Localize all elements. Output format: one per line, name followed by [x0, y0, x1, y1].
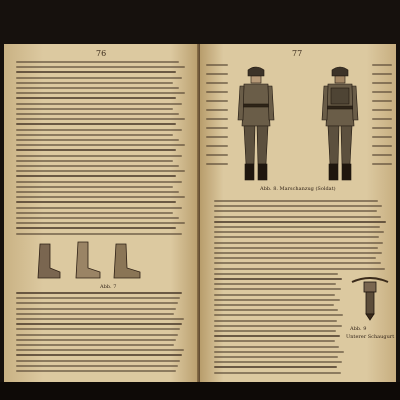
text-line	[214, 283, 336, 285]
boot-middle-icon	[76, 242, 100, 278]
text-line	[372, 145, 392, 147]
bayonet-figure-caption: Abb. 9	[350, 326, 367, 332]
text-line	[214, 278, 342, 280]
text-line	[206, 136, 228, 138]
bayonet-icon	[352, 278, 388, 320]
table-edge	[0, 382, 400, 400]
boot-left-icon	[38, 244, 60, 278]
text-line	[16, 113, 179, 115]
text-line	[16, 292, 182, 294]
text-line	[16, 308, 176, 310]
text-line	[16, 207, 182, 209]
bayonet-figure-subcaption: Unterer Schaugurt	[346, 334, 395, 340]
text-line	[16, 318, 184, 320]
text-line	[16, 222, 185, 224]
text-line	[214, 200, 378, 202]
text-line	[16, 339, 176, 341]
text-line	[372, 109, 392, 111]
text-line	[214, 325, 342, 327]
text-line	[206, 163, 228, 165]
text-line	[16, 212, 173, 214]
text-line	[214, 335, 340, 337]
text-line	[16, 82, 173, 84]
text-line	[214, 288, 341, 290]
text-line	[16, 149, 176, 151]
uniform-figure-caption: Abb. 8. Marschanzug (Soldat)	[260, 186, 336, 192]
text-line	[16, 186, 173, 188]
text-line	[372, 73, 392, 75]
text-line	[214, 252, 382, 254]
boots-figure-caption: Abb. 7	[100, 284, 117, 290]
text-line	[16, 87, 179, 89]
text-line	[16, 103, 182, 105]
text-line	[16, 313, 174, 315]
text-line	[372, 127, 392, 129]
text-line	[16, 155, 182, 157]
text-line	[214, 242, 383, 244]
text-line	[214, 294, 335, 296]
text-line	[16, 71, 176, 73]
text-line	[214, 226, 380, 228]
text-line	[16, 196, 185, 198]
text-line	[214, 299, 340, 301]
text-line	[16, 344, 174, 346]
text-line	[16, 66, 185, 68]
soldier-back-icon	[322, 67, 358, 180]
text-line	[372, 64, 392, 66]
text-line	[214, 366, 337, 368]
text-line	[16, 233, 182, 235]
text-line	[16, 175, 176, 177]
text-line	[214, 268, 385, 270]
text-line	[16, 334, 178, 336]
text-line	[214, 205, 382, 207]
text-line	[214, 247, 378, 249]
text-line	[214, 361, 342, 363]
text-line	[372, 136, 392, 138]
text-line	[214, 210, 377, 212]
text-line	[16, 165, 179, 167]
text-line	[16, 365, 178, 367]
text-line	[16, 97, 176, 99]
text-line	[214, 216, 381, 218]
text-line	[206, 145, 228, 147]
soldier-uniform-illustration	[234, 64, 374, 192]
text-line	[372, 82, 392, 84]
text-line	[16, 134, 173, 136]
text-line	[206, 100, 228, 102]
text-line	[214, 231, 384, 233]
bayonet-frog-illustration	[350, 276, 390, 322]
boot-illustrations	[30, 238, 146, 282]
text-line	[16, 92, 185, 94]
text-line	[206, 73, 228, 75]
text-line	[214, 221, 386, 223]
text-line	[16, 297, 180, 299]
open-book	[4, 44, 396, 382]
text-line	[16, 139, 179, 141]
text-line	[16, 181, 182, 183]
text-line	[16, 144, 185, 146]
text-line	[206, 64, 228, 66]
text-line	[16, 323, 182, 325]
text-line	[214, 273, 338, 275]
right-page	[200, 44, 396, 382]
text-line	[214, 236, 379, 238]
text-line	[16, 108, 173, 110]
text-line	[372, 118, 392, 120]
text-line	[214, 320, 337, 322]
text-line	[16, 170, 185, 172]
text-line	[206, 118, 228, 120]
text-line	[16, 360, 180, 362]
text-line	[206, 154, 228, 156]
text-line	[206, 82, 228, 84]
text-line	[214, 314, 343, 316]
text-line	[16, 227, 176, 229]
text-line	[214, 346, 339, 348]
text-line	[214, 351, 344, 353]
text-line	[214, 257, 376, 259]
text-line	[214, 330, 336, 332]
soldier-front-icon	[238, 67, 274, 180]
text-line	[206, 127, 228, 129]
text-line	[372, 100, 392, 102]
text-line	[372, 91, 392, 93]
left-page	[4, 44, 200, 382]
text-line	[16, 118, 185, 120]
text-line	[16, 370, 176, 372]
text-line	[372, 163, 392, 165]
text-line	[16, 349, 184, 351]
text-line	[16, 160, 173, 162]
text-line	[16, 328, 180, 330]
text-line	[214, 304, 334, 306]
text-line	[16, 61, 179, 63]
text-line	[16, 123, 176, 125]
boot-right-icon	[114, 244, 140, 278]
text-line	[16, 201, 176, 203]
text-line	[16, 217, 179, 219]
left-page-number: 76	[96, 49, 107, 58]
right-page-number: 77	[292, 49, 303, 58]
text-line	[214, 262, 381, 264]
text-line	[16, 77, 182, 79]
text-line	[16, 129, 182, 131]
text-line	[214, 372, 341, 374]
text-line	[214, 356, 338, 358]
text-line	[214, 309, 338, 311]
text-line	[214, 340, 335, 342]
text-line	[206, 109, 228, 111]
text-line	[16, 354, 182, 356]
text-line	[206, 91, 228, 93]
text-line	[16, 191, 179, 193]
text-line	[372, 154, 392, 156]
text-line	[16, 302, 178, 304]
